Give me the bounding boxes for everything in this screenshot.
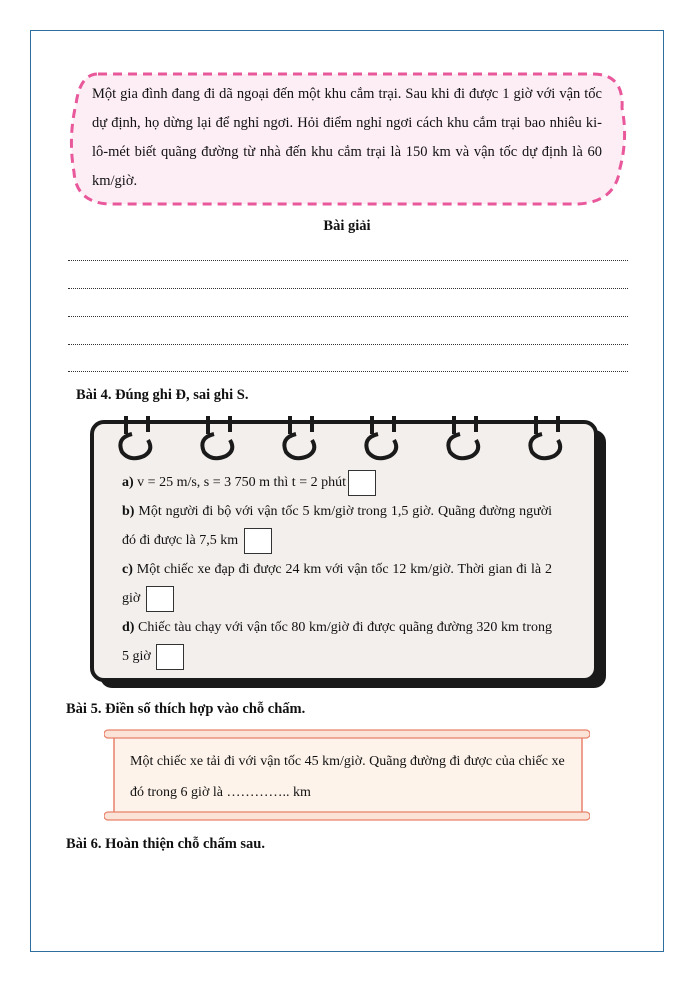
bai6-heading: Bài 6. Hoàn thiện chỗ chấm sau. [66, 836, 265, 852]
answer-line[interactable] [68, 344, 628, 345]
statement-text: v = 25 m/s, s = 3 750 m thì t = 2 phút [133, 475, 346, 490]
answer-line[interactable] [68, 316, 628, 317]
statement-label: b) [122, 504, 135, 519]
statement-text: Chiếc tàu chạy với vận tốc 80 km/giờ đi được quãng đường 320 km trong 5 giờ [122, 620, 552, 664]
bai5-heading: Bài 5. Điền số thích hợp vào chỗ chấm. [66, 701, 306, 717]
scroll-box [104, 726, 590, 824]
answer-line[interactable] [68, 260, 628, 261]
answer-line[interactable] [68, 288, 628, 289]
problem-text: Một gia đình đang đi dã ngoại đến một khu cắm trại. Sau khi đi được 1 giờ với vận tốc dự định, họ dừng lại để nghỉ ngơi. Hỏi điểm nghỉ ngơi cách khu cắm trại bao nhiêu ki-lô-mét biết quãng đường từ nhà đến khu cắm trại là 150 km và vận tốc dự định là 60 km/giờ. [92, 86, 602, 189]
problem-box [68, 68, 628, 208]
answer-box[interactable] [244, 528, 272, 554]
statement-text: Một người đi bộ với vận tốc 5 km/giờ trong 1,5 giờ. Quãng đường người đó đi được là 7,5 km [122, 504, 552, 548]
answer-box[interactable] [156, 644, 184, 670]
statement-a [122, 468, 552, 497]
notebook-card [86, 412, 610, 692]
notebook-content [122, 468, 552, 671]
statement-label: d) [122, 620, 135, 635]
solution-title: Bài giải [323, 218, 371, 234]
bai4-heading: Bài 4. Đúng ghi Đ, sai ghi S. [76, 387, 249, 403]
statement-label: c) [122, 562, 133, 577]
statement-d [122, 613, 552, 671]
answer-box[interactable] [146, 586, 174, 612]
answer-line[interactable] [68, 371, 628, 372]
statement-b [122, 497, 552, 555]
statement-text: Một chiếc xe đạp đi được 24 km với vận tốc 12 km/giờ. Thời gian đi là 2 giờ [122, 562, 552, 606]
bai5-text: Một chiếc xe tải đi với vận tốc 45 km/giờ. Quãng đường đi được của chiếc xe đó trong 6 giờ là ………….. km [130, 754, 565, 800]
answer-box[interactable] [348, 470, 376, 496]
statement-c [122, 555, 552, 613]
statement-label: a) [122, 475, 134, 490]
